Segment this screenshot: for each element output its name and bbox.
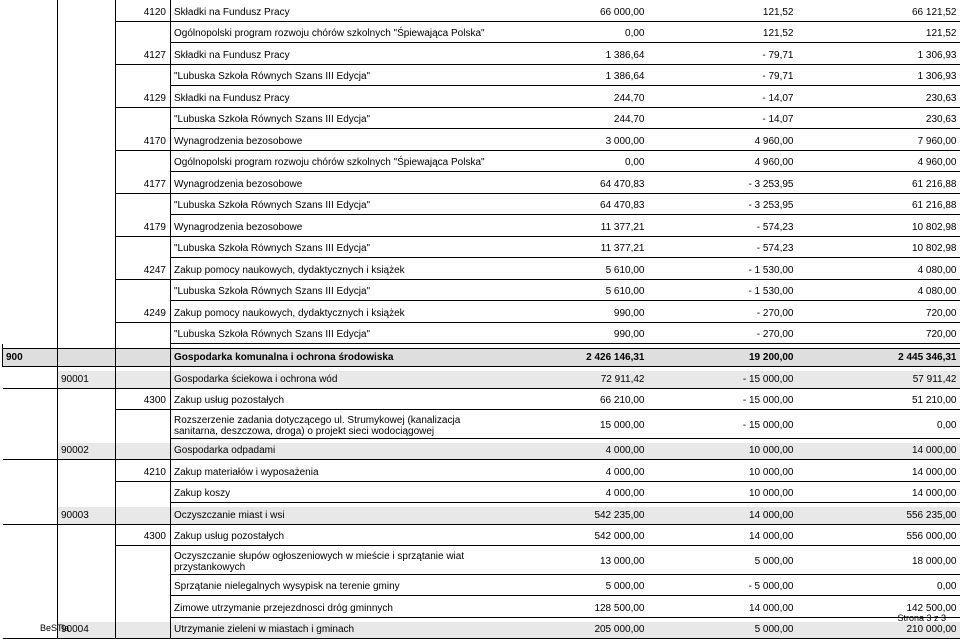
description-cell: "Lubuska Szkoła Równych Szans III Edycja" [171, 69, 489, 86]
description-cell: Zakup koszy [171, 486, 489, 503]
change-cell: 5 000,00 [648, 622, 797, 639]
description-cell: Składki na Fundusz Pracy [171, 90, 489, 107]
paragraf-code-cell: 4129 [116, 90, 171, 107]
paragraf-code-cell [116, 507, 171, 524]
plan-cell: 4 000,00 [489, 443, 648, 460]
plan-cell: 205 000,00 [489, 622, 648, 639]
after-change-cell: 66 121,52 [797, 4, 960, 21]
change-cell: - 1 530,00 [648, 262, 797, 279]
description-cell: Ogólnopolski program rozwoju chórów szkolnych "Śpiewająca Polska" [171, 155, 489, 172]
description-cell: "Lubuska Szkoła Równych Szans III Edycja" [171, 327, 489, 344]
paragraf-code-cell [116, 26, 171, 43]
rozdzial-code-cell [58, 327, 116, 344]
paragraf-code-cell: 4249 [116, 305, 171, 322]
rozdzial-code-cell [58, 284, 116, 301]
plan-cell: 244,70 [489, 112, 648, 129]
description-cell: Zakup usług pozostałych [171, 529, 489, 546]
dzial-code-cell [3, 327, 58, 344]
after-change-cell: 0,00 [797, 414, 960, 438]
table-row [3, 393, 960, 410]
table-row [3, 327, 960, 344]
plan-cell: 64 470,83 [489, 176, 648, 193]
dzial-code-cell [3, 507, 58, 524]
table-row [3, 550, 960, 574]
after-change-cell: 57 911,42 [797, 371, 960, 388]
change-cell: - 79,71 [648, 69, 797, 86]
table-row [3, 284, 960, 301]
table-row [3, 198, 960, 215]
description-cell: Zakup pomocy naukowych, dydaktycznych i książek [171, 305, 489, 322]
plan-cell: 0,00 [489, 26, 648, 43]
paragraf-code-cell [116, 622, 171, 639]
plan-cell: 2 426 146,31 [489, 349, 648, 367]
dzial-code-cell [3, 284, 58, 301]
dzial-code-cell [3, 155, 58, 172]
paragraf-code-cell [116, 414, 171, 438]
rozdzial-code-cell: 90003 [58, 507, 116, 524]
dzial-code-cell [3, 443, 58, 460]
table-row [3, 26, 960, 43]
after-change-cell: 61 216,88 [797, 176, 960, 193]
dzial-code-cell [3, 262, 58, 279]
description-cell: Gospodarka ściekowa i ochrona wód [171, 371, 489, 388]
table-row [3, 4, 960, 21]
dzial-code-cell [3, 371, 58, 388]
after-change-cell: 0,00 [797, 579, 960, 596]
dzial-code-cell [3, 550, 58, 574]
plan-cell: 66 000,00 [489, 4, 648, 21]
after-change-cell: 51 210,00 [797, 393, 960, 410]
description-cell: Zakup pomocy naukowych, dydaktycznych i książek [171, 262, 489, 279]
paragraf-code-cell: 4300 [116, 393, 171, 410]
paragraf-code-cell: 4210 [116, 464, 171, 481]
after-change-cell: 4 080,00 [797, 284, 960, 301]
after-change-cell: 210 000,00 [797, 622, 960, 639]
rozdzial-code-cell [58, 90, 116, 107]
after-change-cell: 10 802,98 [797, 241, 960, 258]
rozdzial-code-cell: 90001 [58, 371, 116, 388]
dzial-code-cell [3, 133, 58, 150]
table-row [3, 529, 960, 546]
rozdzial-code-cell [58, 393, 116, 410]
paragraf-code-cell: 4127 [116, 47, 171, 64]
rozdzial-code-cell [58, 176, 116, 193]
after-change-cell: 556 235,00 [797, 507, 960, 524]
dzial-code-cell [3, 579, 58, 596]
change-cell: - 270,00 [648, 327, 797, 344]
change-cell: - 79,71 [648, 47, 797, 64]
rozdzial-code-cell [58, 133, 116, 150]
table-row [3, 241, 960, 258]
rozdzial-code-cell [58, 550, 116, 574]
rozdzial-code-cell [58, 349, 116, 367]
after-change-cell: 556 000,00 [797, 529, 960, 546]
plan-cell: 72 911,42 [489, 371, 648, 388]
after-change-cell: 4 960,00 [797, 155, 960, 172]
dzial-code-cell [3, 486, 58, 503]
rozdzial-code-cell [58, 47, 116, 64]
plan-cell: 66 210,00 [489, 393, 648, 410]
after-change-cell: 121,52 [797, 26, 960, 43]
change-cell: - 1 530,00 [648, 284, 797, 301]
table-row [3, 414, 960, 438]
table-row [3, 112, 960, 129]
description-cell: Oczyszczanie słupów ogłoszeniowych w mieście i sprzątanie wiat przystankowych [171, 550, 489, 574]
rozdzial-code-cell [58, 219, 116, 236]
description-cell: Wynagrodzenia bezosobowe [171, 176, 489, 193]
footer-app-name: BeSTia [40, 623, 70, 633]
change-cell: 121,52 [648, 4, 797, 21]
plan-cell: 11 377,21 [489, 241, 648, 258]
table-row [3, 443, 960, 460]
change-cell: - 270,00 [648, 305, 797, 322]
paragraf-code-cell [116, 284, 171, 301]
table-row [3, 600, 960, 617]
paragraf-code-cell [116, 371, 171, 388]
dzial-code-cell [3, 464, 58, 481]
rozdzial-code-cell [58, 155, 116, 172]
description-cell: Gospodarka komunalna i ochrona środowiska [171, 349, 489, 367]
table-row [3, 579, 960, 596]
rozdzial-code-cell [58, 579, 116, 596]
description-cell: Rozszerzenie zadania dotyczącego ul. Strumykowej (kanalizacja sanitarna, deszczowa, droga) o projekt sieci wodociągowej [171, 414, 489, 438]
after-change-cell: 1 306,93 [797, 47, 960, 64]
rozdzial-code-cell [58, 486, 116, 503]
description-cell: Zakup materiałów i wyposażenia [171, 464, 489, 481]
change-cell: 4 960,00 [648, 133, 797, 150]
plan-cell: 15 000,00 [489, 414, 648, 438]
table-row [3, 176, 960, 193]
after-change-cell: 230,63 [797, 112, 960, 129]
paragraf-code-cell: 4170 [116, 133, 171, 150]
dzial-code-cell [3, 4, 58, 21]
dzial-code-cell [3, 112, 58, 129]
dzial-code-cell [3, 219, 58, 236]
plan-cell: 5 610,00 [489, 284, 648, 301]
paragraf-code-cell [116, 112, 171, 129]
rozdzial-code-cell [58, 26, 116, 43]
after-change-cell: 230,63 [797, 90, 960, 107]
rozdzial-code-cell [58, 414, 116, 438]
change-cell: - 5 000,00 [648, 579, 797, 596]
description-cell: Gospodarka odpadami [171, 443, 489, 460]
change-cell: 10 000,00 [648, 464, 797, 481]
paragraf-code-cell [116, 443, 171, 460]
change-cell: - 3 253,95 [648, 176, 797, 193]
paragraf-code-cell [116, 241, 171, 258]
plan-cell: 1 386,64 [489, 47, 648, 64]
description-cell: Wynagrodzenia bezosobowe [171, 133, 489, 150]
plan-cell: 1 386,64 [489, 69, 648, 86]
after-change-cell: 7 960,00 [797, 133, 960, 150]
paragraf-code-cell [116, 327, 171, 344]
plan-cell: 990,00 [489, 305, 648, 322]
table-row [3, 90, 960, 107]
paragraf-code-cell [116, 349, 171, 367]
change-cell: 14 000,00 [648, 600, 797, 617]
change-cell: - 574,23 [648, 241, 797, 258]
table-row [3, 349, 960, 367]
plan-cell: 4 000,00 [489, 464, 648, 481]
dzial-code-cell [3, 600, 58, 617]
description-cell: Składki na Fundusz Pracy [171, 47, 489, 64]
change-cell: - 15 000,00 [648, 393, 797, 410]
description-cell: "Lubuska Szkoła Równych Szans III Edycja" [171, 284, 489, 301]
change-cell: 19 200,00 [648, 349, 797, 367]
after-change-cell: 142 500,00 [797, 600, 960, 617]
rozdzial-code-cell [58, 305, 116, 322]
description-cell: "Lubuska Szkoła Równych Szans III Edycja" [171, 198, 489, 215]
plan-cell: 5 610,00 [489, 262, 648, 279]
table-row [3, 507, 960, 524]
dzial-code-cell [3, 414, 58, 438]
paragraf-code-cell: 4120 [116, 4, 171, 21]
paragraf-code-cell [116, 550, 171, 574]
after-change-cell: 2 445 346,31 [797, 349, 960, 367]
change-cell: - 15 000,00 [648, 414, 797, 438]
dzial-code-cell [3, 198, 58, 215]
rozdzial-code-cell [58, 529, 116, 546]
paragraf-code-cell [116, 486, 171, 503]
after-change-cell: 720,00 [797, 327, 960, 344]
change-cell: 4 960,00 [648, 155, 797, 172]
plan-cell: 64 470,83 [489, 198, 648, 215]
rozdzial-code-cell [58, 241, 116, 258]
rozdzial-code-cell [58, 4, 116, 21]
table-row [3, 305, 960, 322]
dzial-code-cell: 900 [3, 349, 58, 367]
dzial-code-cell [3, 393, 58, 410]
dzial-code-cell [3, 241, 58, 258]
plan-cell: 13 000,00 [489, 550, 648, 574]
description-cell: Utrzymanie zieleni w miastach i gminach [171, 622, 489, 639]
plan-cell: 11 377,21 [489, 219, 648, 236]
after-change-cell: 10 802,98 [797, 219, 960, 236]
budget-table [2, 0, 960, 639]
paragraf-code-cell: 4247 [116, 262, 171, 279]
change-cell: 121,52 [648, 26, 797, 43]
plan-cell: 5 000,00 [489, 579, 648, 596]
plan-cell: 244,70 [489, 90, 648, 107]
plan-cell: 542 235,00 [489, 507, 648, 524]
after-change-cell: 61 216,88 [797, 198, 960, 215]
table-row [3, 69, 960, 86]
description-cell: "Lubuska Szkoła Równych Szans III Edycja" [171, 112, 489, 129]
plan-cell: 542 000,00 [489, 529, 648, 546]
rozdzial-code-cell: 90004 [58, 622, 116, 639]
dzial-code-cell [3, 26, 58, 43]
table-row [3, 133, 960, 150]
rozdzial-code-cell [58, 464, 116, 481]
description-cell: Zimowe utrzymanie przejezdnosci dróg gminnych [171, 600, 489, 617]
rozdzial-code-cell [58, 600, 116, 617]
after-change-cell: 4 080,00 [797, 262, 960, 279]
rozdzial-code-cell: 90002 [58, 443, 116, 460]
plan-cell: 990,00 [489, 327, 648, 344]
after-change-cell: 18 000,00 [797, 550, 960, 574]
rozdzial-code-cell [58, 262, 116, 279]
plan-cell: 3 000,00 [489, 133, 648, 150]
change-cell: 10 000,00 [648, 443, 797, 460]
description-cell: Oczyszczanie miast i wsi [171, 507, 489, 524]
dzial-code-cell [3, 69, 58, 86]
description-cell: Sprzątanie nielegalnych wysypisk na terenie gminy [171, 579, 489, 596]
paragraf-code-cell: 4177 [116, 176, 171, 193]
dzial-code-cell [3, 90, 58, 107]
change-cell: - 14,07 [648, 112, 797, 129]
description-cell: Ogólnopolski program rozwoju chórów szkolnych "Śpiewająca Polska" [171, 26, 489, 43]
paragraf-code-cell: 4300 [116, 529, 171, 546]
plan-cell: 4 000,00 [489, 486, 648, 503]
change-cell: 10 000,00 [648, 486, 797, 503]
paragraf-code-cell [116, 600, 171, 617]
description-cell: Zakup usług pozostałych [171, 393, 489, 410]
footer-page-number: Strona 3 z 3 [897, 613, 946, 623]
paragraf-code-cell [116, 579, 171, 596]
rozdzial-code-cell [58, 198, 116, 215]
dzial-code-cell [3, 47, 58, 64]
table-row [3, 464, 960, 481]
after-change-cell: 14 000,00 [797, 464, 960, 481]
rozdzial-code-cell [58, 69, 116, 86]
table-row [3, 262, 960, 279]
after-change-cell: 14 000,00 [797, 443, 960, 460]
after-change-cell: 14 000,00 [797, 486, 960, 503]
table-row [3, 47, 960, 64]
description-cell: "Lubuska Szkoła Równych Szans III Edycja" [171, 241, 489, 258]
table-row [3, 155, 960, 172]
change-cell: - 574,23 [648, 219, 797, 236]
change-cell: 14 000,00 [648, 507, 797, 524]
table-row [3, 371, 960, 388]
table-row [3, 622, 960, 639]
table-row [3, 219, 960, 236]
dzial-code-cell [3, 176, 58, 193]
paragraf-code-cell: 4179 [116, 219, 171, 236]
paragraf-code-cell [116, 69, 171, 86]
plan-cell: 128 500,00 [489, 600, 648, 617]
change-cell: - 14,07 [648, 90, 797, 107]
description-cell: Składki na Fundusz Pracy [171, 4, 489, 21]
rozdzial-code-cell [58, 112, 116, 129]
paragraf-code-cell [116, 198, 171, 215]
after-change-cell: 1 306,93 [797, 69, 960, 86]
change-cell: - 3 253,95 [648, 198, 797, 215]
dzial-code-cell [3, 529, 58, 546]
change-cell: 14 000,00 [648, 529, 797, 546]
change-cell: - 15 000,00 [648, 371, 797, 388]
dzial-code-cell [3, 305, 58, 322]
description-cell: Wynagrodzenia bezosobowe [171, 219, 489, 236]
table-row [3, 486, 960, 503]
plan-cell: 0,00 [489, 155, 648, 172]
change-cell: 5 000,00 [648, 550, 797, 574]
paragraf-code-cell [116, 155, 171, 172]
after-change-cell: 720,00 [797, 305, 960, 322]
